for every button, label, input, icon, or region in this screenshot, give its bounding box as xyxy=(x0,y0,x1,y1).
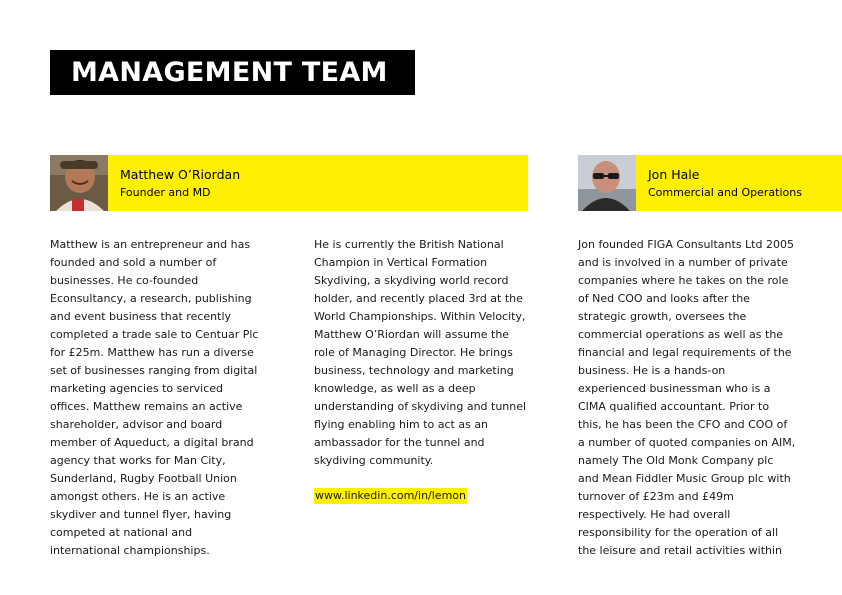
profile-header-matthew xyxy=(50,155,528,211)
profile-photo-matthew xyxy=(50,155,108,211)
profile-name: Jon Hale xyxy=(648,167,700,182)
profile-name: Matthew O’Riordan xyxy=(120,167,241,182)
page-title xyxy=(50,50,415,95)
profile-role: Founder and MD xyxy=(120,186,211,199)
bio-text: Jon founded FIGA Consultants Ltd 2005 and is involved in a number of private companies where he takes on the role of Ned COO and looks after the strategic growth, oversees the commercial operations as well as the financial and legal requirements of the business. He is a hands-on experienced businessman who is a CIMA qualified accountant. Prior to this, he has been the CFO and COO of a number of quoted companies on AIM, namely The Old Monk Company plc and Mean Fiddler Music Group plc with turnover of £23m and £49m respectively. He had overall responsibility for the operation of all the leisure and retail activities within xyxy=(578,238,796,557)
bio-column-3 xyxy=(578,236,796,560)
bio-column-1 xyxy=(50,236,265,560)
profile-photo-jon xyxy=(578,155,636,211)
profile-role: Commercial and Operations xyxy=(648,186,802,199)
bio-text: Matthew is an entrepreneur and has founded and sold a number of businesses. He co-founded Econsultancy, a research, publishing and event business that recently completed a trade sale to Centuar Plc for £25m. Matthew has run a diverse set of businesses ranging from digital marketing agencies to serviced offices. Matthew remains an active shareholder, advisor and board member of Aqueduct, a digital brand agency that works for Man City, Sunderland, Rugby Football Union amongst others. He is an active skydiver and tunnel flyer, having competed at national and international championships. xyxy=(50,238,259,557)
page-title-text: MANAGEMENT TEAM xyxy=(71,57,388,88)
bio-column-2 xyxy=(314,236,532,505)
linkedin-link[interactable]: www.linkedin.com/in/lemon xyxy=(315,489,466,502)
bio-text: He is currently the British National Champion in Vertical Formation Skydiving, a skydiving world record holder, and recently placed 3rd at the World Championships. Within Velocity, Matthew O’Riordan will assume the role of Managing Director. He brings business, technology and marketing knowledge, as well as a deep understanding of skydiving and tunnel flying enabling him to act as an ambassador for the tunnel and skydiving community. xyxy=(314,238,527,467)
profile-header-jon xyxy=(578,155,842,211)
